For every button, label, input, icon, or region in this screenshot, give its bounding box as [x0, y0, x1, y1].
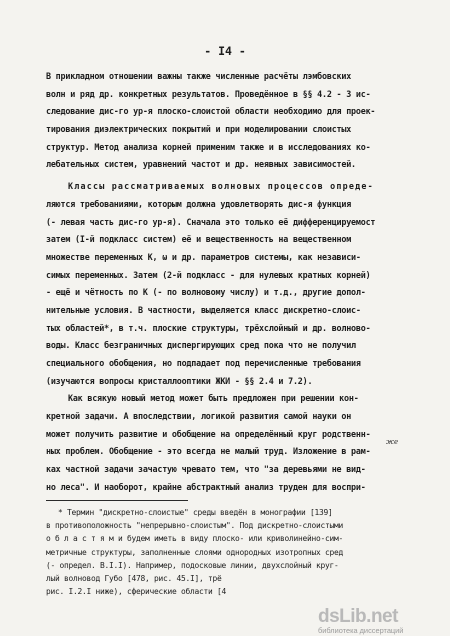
page-number: - I4 - [204, 44, 246, 58]
text-line: но леса". И наоборот, крайне абстрактный анализ труден для воспри- [46, 481, 366, 492]
footnote-line: метричные структуры, заполненные слоями однородных изотропных сред [46, 547, 344, 557]
text-line: (изучаются вопросы кристаллооптики ЖКИ - §§ 2.4 и 7.2). [46, 375, 313, 386]
text-line: может получить развитие и обобщение на определённый круг родственн- [46, 428, 371, 439]
text-line: - ещё и чётность по K (- по волновому числу) и т.д., другие допол- [46, 287, 366, 298]
footnote-line: лый волновод Губо [478, рис. 45.I], трё [46, 573, 222, 583]
handwritten-margin-note: же [386, 438, 399, 446]
body-text [46, 68, 422, 497]
watermark-subtitle: библиотека диссертаций [318, 626, 404, 635]
text-line: (- левая часть дис-го ур-я). Сначала это только её дифференцируемост [46, 216, 376, 227]
footnote-line: о б л а с т я м и будем иметь в виду плоско- или криволинейно-сим- [46, 534, 344, 544]
footnote-divider [46, 500, 188, 501]
text-line: лебательных систем, уравнений частот и др. неявных зависимостей. [46, 159, 356, 170]
text-line: тых областей*, в т.ч. плоские структуры, трёхслойный и др. волново- [46, 322, 371, 333]
footnote [46, 506, 426, 598]
footnote-line: в противоположность "непрерывно-слоистым". Под дискретно-слоистыми [46, 521, 344, 531]
text-line: ляются требованиями, которым должна удовлетворять дис-я функция [46, 198, 352, 209]
watermark [318, 606, 446, 634]
text-line: воды. Класс безграничных диспергирующих сред пока что не получил [46, 340, 356, 351]
text-line: множестве переменных K, ω и др. параметров системы, как независи- [46, 251, 361, 262]
text-line: нительные условия. В частности, выделяется класс дискретно-слоис- [46, 304, 361, 315]
text-line: ках частной задачи зачастую чревато тем, что "за деревьями не вид- [46, 464, 366, 475]
footnote-line: * Термин "дискретно-слоистые" среды введён в монографии [139] [58, 508, 333, 517]
text-line: Как всякую новый метод может быть предложен при решении кон- [68, 393, 359, 404]
text-line: затем (I-й подкласс систем) её и вещественность на вещественном [46, 234, 352, 245]
footnote-line: (- определ. В.I.I). Например, подосковые линии, двухслойный круг- [46, 560, 339, 570]
text-line: симых переменных. Затем (2-й подкласс - для нулевых кратных корней) [46, 269, 371, 280]
text-line: тирования диэлектрических покрытий и при моделировании слоистых [46, 124, 352, 135]
text-line: Классы рассматриваемых волновых процессов опреде- [68, 181, 374, 192]
text-line: следование дис-го ур-я плоско-слоистой области необходимо для проек- [46, 106, 376, 117]
watermark-logo: dsLib.net [318, 606, 398, 627]
text-line: ных проблем. Обобщение - это всегда не малый труд. Изложение в рам- [46, 446, 371, 457]
text-line: кретной задачи. А впоследствии, логикой развития самой науки он [46, 411, 352, 422]
text-line: специального обобщения, но подпадает под перечисленные требования [46, 358, 361, 368]
text-line: В прикладном отношении важны также численные расчёты лэмбовских [46, 71, 352, 81]
text-line: волн и ряд др. конкретных результатов. Проведённое в §§ 4.2 - 3 ис- [46, 88, 371, 99]
text-line: структур. Метод анализа корней применим также и в исследованиях ко- [46, 141, 371, 152]
footnote-line: рис. I.2.I ниже), сферические области [4 [46, 587, 227, 597]
